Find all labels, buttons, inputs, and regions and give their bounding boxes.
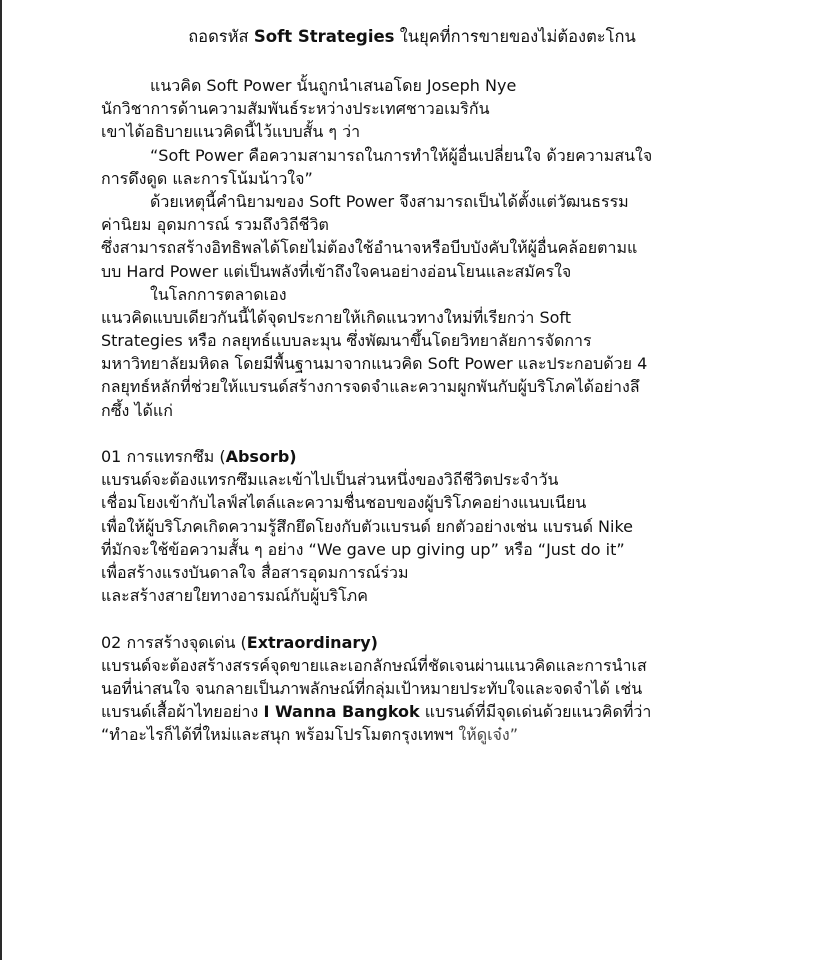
section-heading-text: 02 การสร้างจุดเด่น ( bbox=[101, 632, 247, 652]
section-line: เพื่อให้ผู้บริโภคเกิดความรู้สึกยึดโยงกับตัวแบรนด์ ยกตัวอย่างเช่น แบรนด์ Nike bbox=[101, 516, 634, 536]
section-line: เพื่อสร้างแรงบันดาลใจ สื่อสารอุดมการณ์ร่วม bbox=[101, 562, 409, 582]
quote-line: “Soft Power คือความสามารถในการทำให้ผู้อื่นเปลี่ยนใจ ด้วยความสนใจ bbox=[150, 145, 653, 165]
document-title bbox=[101, 26, 723, 48]
paragraph-line: ด้วยเหตุนี้คำนิยามของ Soft Power จึงสามารถเป็นได้ตั้งแต่วัฒนธรรม bbox=[150, 191, 629, 211]
paragraph-line: มหาวิทยาลัยมหิดล โดยมีพื้นฐานมาจากแนวคิด Soft Power และประกอบด้วย 4 bbox=[101, 354, 648, 374]
section-heading-absorb bbox=[101, 445, 801, 468]
brand-line-suffix: แบรนด์ที่มีจุดเด่นด้วยแนวคิดที่ว่า bbox=[419, 702, 652, 722]
section-line: แบรนด์จะต้องสร้างสรรค์จุดขายและเอกลักษณ์ที่ชัดเจนผ่านแนวคิดและการนำเส bbox=[101, 655, 647, 675]
section-heading-text: 01 การแทรกซึม ( bbox=[101, 447, 226, 466]
title-prefix: ถอดรหัส bbox=[188, 27, 254, 46]
section-heading-bold: Absorb) bbox=[225, 447, 297, 466]
title-bold-term: Soft Strategies bbox=[253, 27, 395, 46]
paragraph-line: ซึ่งสามารถสร้างอิทธิพลได้โดยไม่ต้องใช้อำนาจหรือบีบบังคับให้ผู้อื่นคล้อยตามแ bbox=[101, 238, 638, 258]
title-suffix: ในยุคที่การขายของไม่ต้องตะโกน bbox=[394, 27, 636, 46]
paragraph-line: แนวคิด Soft Power นั้นถูกนำเสนอโดย Joseph Nye bbox=[150, 76, 517, 95]
section-heading-extraordinary bbox=[101, 631, 801, 654]
brand-line-prefix: แบรนด์เสื้อผ้าไทยอย่าง bbox=[101, 702, 264, 722]
brand-name: I Wanna Bangkok bbox=[263, 702, 420, 722]
paragraph-line: นักวิชาการด้านความสัมพันธ์ระหว่างประเทศชาวอเมริกัน bbox=[101, 99, 490, 119]
paragraph-line: เขาได้อธิบายแนวคิดนี้ไว้แบบสั้น ๆ ว่า bbox=[101, 122, 361, 142]
section-line: นอที่น่าสนใจ จนกลายเป็นภาพลักษณ์ที่กลุ่มเป้าหมายประทับใจและจดจำได้ เช่น bbox=[101, 678, 643, 698]
paragraph-line: แนวคิดแบบเดียวกันนี้ได้จุดประกายให้เกิดแนวทางใหม่ที่เรียกว่า Soft bbox=[101, 307, 572, 327]
section-line: ที่มักจะใช้ข้อความสั้น ๆ อย่าง “We gave up giving up” หรือ “Just do it” bbox=[101, 539, 625, 559]
quote-line: การดึงดูด และการโน้มน้าวใจ” bbox=[101, 168, 313, 188]
brand-quote-line bbox=[101, 723, 801, 746]
section-line: เชื่อมโยงเข้ากับไลฟ์สไตล์และความชื่นชอบของผู้บริโภคอย่างแนบเนียน bbox=[101, 493, 587, 513]
document-body bbox=[101, 74, 801, 746]
paragraph-line: ค่านิยม อุดมการณ์ รวมถึงวิถีชีวิต bbox=[101, 215, 329, 235]
page-left-border bbox=[0, 0, 2, 960]
paragraph-gap bbox=[101, 422, 801, 445]
paragraph-line: Strategies หรือ กลยุทธ์แบบละมุน ซึ่งพัฒนาขึ้นโดยวิทยาลัยการจัดการ bbox=[101, 331, 592, 351]
paragraph-line: กซึ้ง ได้แก่ bbox=[101, 400, 173, 420]
brand-line bbox=[101, 700, 801, 723]
section-line: แบรนด์จะต้องแทรกซึมและเข้าไปเป็นส่วนหนึ่งของวิถีชีวิตประจำวัน bbox=[101, 470, 559, 490]
brand-quote-tail: ให้ดูเจ๋ง” bbox=[458, 725, 519, 745]
paragraph-line: ในโลกการตลาดเอง bbox=[150, 284, 287, 304]
section-heading-bold: Extraordinary) bbox=[246, 632, 378, 652]
paragraph-line: กลยุทธ์หลักที่ช่วยให้แบรนด์สร้างการจดจำและความผูกพันกับผู้บริโภคได้อย่างลึ bbox=[101, 377, 640, 397]
section-line: และสร้างสายใยทางอารมณ์กับผู้บริโภค bbox=[101, 586, 368, 606]
paragraph-gap bbox=[101, 607, 801, 630]
paragraph-line: บบ Hard Power แต่เป็นพลังที่เข้าถึงใจคนอย่างอ่อนโยนและสมัครใจ bbox=[101, 261, 572, 281]
brand-quote-text: “ทำอะไรก็ได้ที่ใหม่และสนุก พร้อมโปรโมตกรุงเทพฯ bbox=[101, 725, 459, 745]
